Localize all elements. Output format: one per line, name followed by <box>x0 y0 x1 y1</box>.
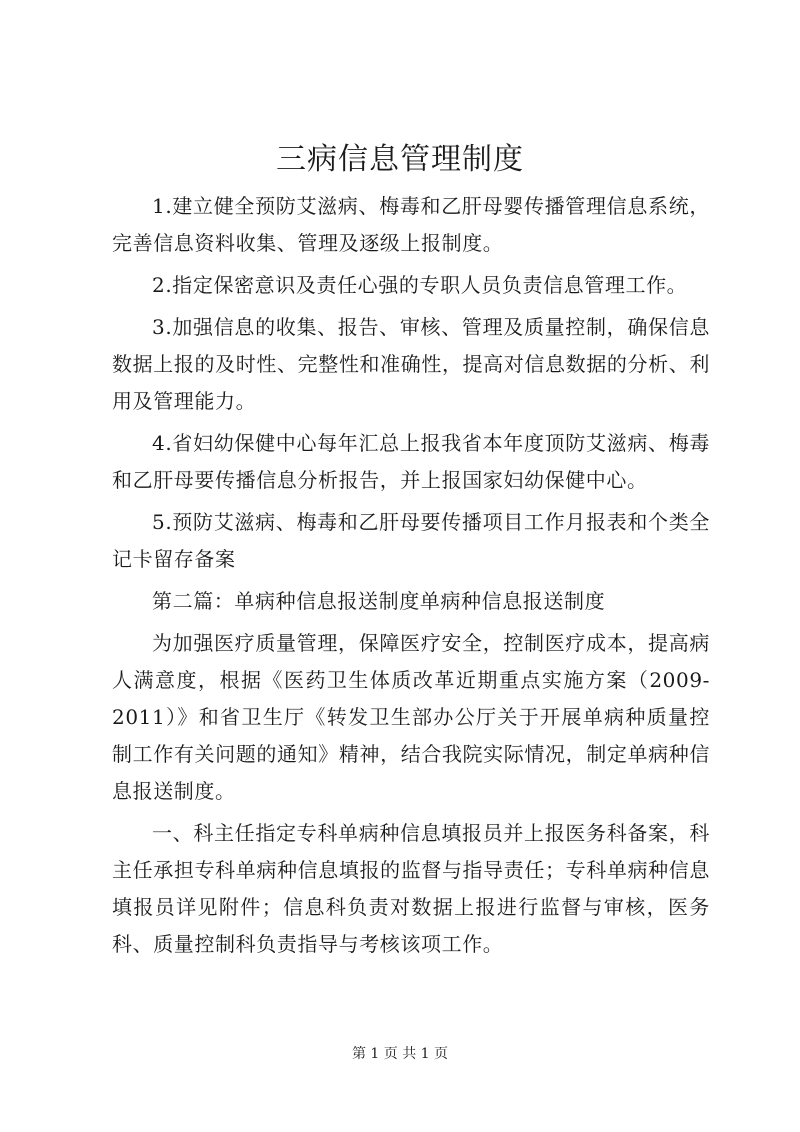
section-heading: 第二篇：单病种信息报送制度单病种信息报送制度 <box>152 589 606 613</box>
paragraph-5: 5.预防艾滋病、梅毒和乙肝母要传播项目工作月报表和个类全记卡留存备案 <box>112 510 710 571</box>
paragraph-2: 2.指定保密意识及责任心强的专职人员负责信息管理工作。 <box>152 273 688 297</box>
page-title: 三病信息管理制度 <box>276 142 524 177</box>
page-footer: 第 1 页 共 1 页 <box>351 1046 449 1062</box>
document-body <box>112 188 710 968</box>
paragraph-3: 3.加强信息的收集、报告、审核、管理及质量控制，确保信息数据上报的及时性、完整性和准确性，提高对信息数据的分析、利用及管理能力。 <box>112 315 710 413</box>
paragraph-6: 为加强医疗质量管理，保障医疗安全，控制医疗成本，提高病人满意度，根据《医药卫生体质改革近期重点实施方案（2009-2011）》和省卫生厅《转发卫生部办公厅关于开展单病种质量控制工作有关问题的通知》精神，结合我院实际情况，制定单病种信息报送制度。 <box>112 631 710 803</box>
paragraph-7: 一、科主任指定专科单病种信息填报员并上报医务科备案，科主任承担专科单病种信息填报的监督与指导责任；专科单病种信息填报员详见附件；信息科负责对数据上报进行监督与审核，医务科、质量控制科负责指导与考核该项工作。 <box>112 821 710 956</box>
paragraph-4: 4.省妇幼保健中心每年汇总上报我省本年度顶防艾滋病、梅毒和乙肝母要传播信息分析报告，并上报国家妇幼保健中心。 <box>112 431 710 492</box>
paragraph-1: 1.建立健全预防艾滋病、梅毒和乙肝母婴传播管理信息系统，完善信息资料收集、管理及逐级上报制度。 <box>112 194 710 255</box>
